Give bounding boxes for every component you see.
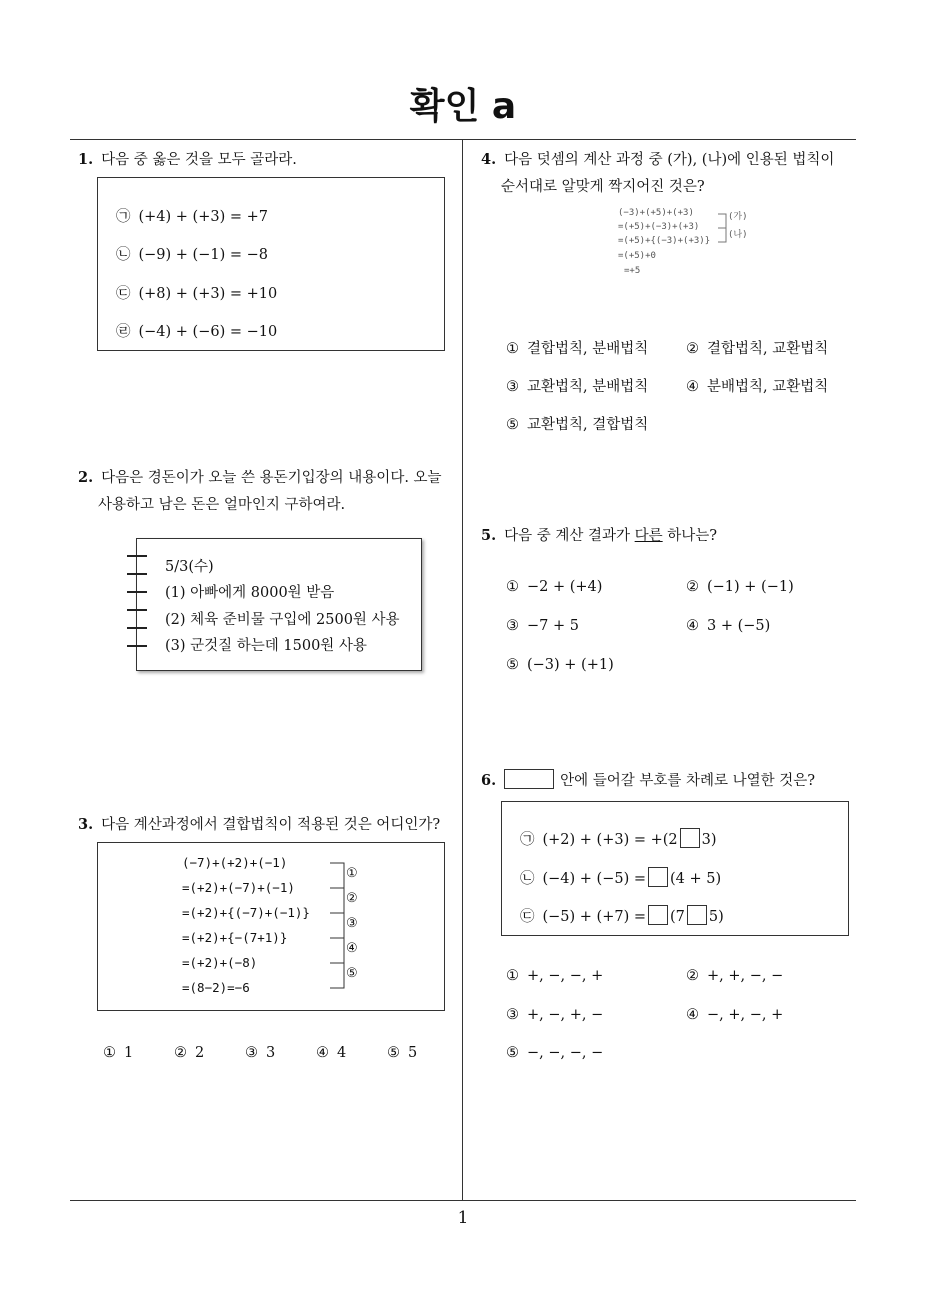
item-expr: (+8) + (+3) = +10	[138, 286, 278, 302]
top-rule	[70, 139, 856, 140]
question-1	[78, 146, 297, 174]
spiral-ring	[127, 627, 147, 629]
answer-blank	[504, 769, 554, 789]
q6-item	[520, 828, 717, 849]
option-mark: ④	[686, 379, 699, 395]
option-text: 1	[124, 1045, 134, 1061]
question-number: 2.	[78, 469, 94, 486]
calc-step: =(+2)+(−7)+(−1)	[182, 880, 295, 895]
option-mark: ⑤	[506, 417, 519, 433]
answer-option[interactable]	[686, 375, 828, 396]
item-mark: ㉡	[520, 871, 535, 887]
question-emphasis: 다른	[634, 528, 663, 544]
question-text: 사용하고 남은 돈은 얼마인지 구하여라.	[98, 497, 346, 513]
q3-box	[97, 842, 445, 1011]
memo-line: (3) 군것질 하는데 1500원 사용	[165, 638, 367, 654]
item-expr: (4 + 5)	[670, 871, 722, 887]
answer-option[interactable]	[103, 1045, 133, 1061]
question-number: 4.	[481, 151, 497, 168]
option-text: 교환법칙, 분배법칙	[527, 379, 649, 395]
answer-option[interactable]	[316, 1045, 346, 1061]
item-mark: ㉣	[116, 324, 131, 340]
memo-date: 5/3(수)	[165, 559, 214, 575]
option-text: 결합법칙, 교환법칙	[707, 341, 829, 357]
step-mark: (가)	[728, 212, 748, 222]
calc-step: (−7)+(+2)+(−1)	[182, 855, 288, 870]
question-text: 다음은 경돈이가 오늘 쓴 용돈기입장의 내용이다. 오늘	[101, 470, 442, 486]
allowance-memo	[136, 538, 422, 671]
option-mark: ②	[686, 968, 699, 984]
question-text: 다음 덧셈의 계산 과정 중 (가), (나)에 인용된 법칙이	[504, 152, 835, 168]
item-expr: (+2) + (+3) = +(2	[542, 832, 678, 848]
question-text: 다음 계산과정에서 결합법칙이 적용된 것은 어디인가?	[101, 817, 441, 833]
memo-line: (1) 아빠에게 8000원 받음	[165, 585, 335, 601]
option-mark: ③	[506, 1007, 519, 1023]
sign-blank	[687, 905, 707, 925]
bottom-rule	[70, 1200, 856, 1201]
column-divider	[462, 140, 463, 1201]
answer-option[interactable]	[686, 968, 783, 984]
answer-option[interactable]	[387, 1045, 417, 1061]
item-expr: (−9) + (−1) = −8	[138, 247, 268, 263]
answer-option[interactable]	[174, 1045, 204, 1061]
question-text: 안에 들어갈 부호를 차례로 나열한 것은?	[560, 773, 816, 789]
option-text: 3 + (−5)	[707, 618, 771, 634]
q6-box	[501, 801, 849, 936]
option-text: 5	[408, 1045, 418, 1061]
page-number: 1	[457, 1208, 469, 1228]
question-6	[481, 767, 815, 795]
option-mark: ④	[686, 1007, 699, 1023]
spiral-ring	[127, 609, 147, 611]
option-text: −2 + (+4)	[527, 579, 603, 595]
option-mark: ③	[245, 1045, 258, 1061]
q1-item	[116, 243, 268, 264]
calc-step: =(+2)+{(−7)+(−1)}	[182, 905, 310, 920]
question-4	[481, 146, 861, 201]
option-text: 결합법칙, 분배법칙	[527, 341, 649, 357]
q1-box	[97, 177, 445, 351]
option-mark: ②	[174, 1045, 187, 1061]
question-number: 1.	[78, 151, 94, 168]
question-text: 하나는?	[662, 528, 718, 544]
question-number: 5.	[481, 527, 497, 544]
item-mark: ㉠	[520, 832, 535, 848]
answer-option[interactable]	[245, 1045, 275, 1061]
item-expr: (+4) + (+3) = +7	[138, 209, 268, 225]
option-text: (−1) + (−1)	[707, 579, 794, 595]
option-text: 교환법칙, 결합법칙	[527, 417, 649, 433]
option-mark: ⑤	[506, 1045, 519, 1061]
spiral-ring	[127, 645, 147, 647]
step-mark: ⑤	[346, 966, 358, 981]
question-text: 다음 중 계산 결과가	[504, 528, 635, 544]
question-text: 다음 중 옳은 것을 모두 골라라.	[101, 152, 297, 168]
page-title: 확인 a	[409, 86, 517, 127]
spiral-ring	[127, 573, 147, 575]
answer-option[interactable]	[506, 375, 648, 396]
option-text: −, −, −, −	[527, 1045, 604, 1061]
option-text: +, −, −, +	[527, 968, 604, 984]
question-3	[78, 811, 440, 839]
option-mark: ②	[686, 341, 699, 357]
item-mark: ㉠	[116, 209, 131, 225]
item-expr: (7	[670, 909, 685, 925]
option-mark: ①	[506, 341, 519, 357]
question-text: 순서대로 알맞게 짝지어진 것은?	[501, 179, 705, 195]
option-mark: ⑤	[387, 1045, 400, 1061]
option-text: +, −, +, −	[527, 1007, 604, 1023]
step-mark: ③	[346, 916, 358, 931]
item-expr: (−5) + (+7) =	[542, 909, 647, 925]
calc-step: (−3)+(+5)+(+3)	[618, 208, 694, 218]
option-mark: ①	[103, 1045, 116, 1061]
q1-item	[116, 320, 277, 341]
sign-blank	[648, 867, 668, 887]
answer-option[interactable]	[686, 579, 794, 595]
sign-blank	[680, 828, 700, 848]
option-text: −, +, −, +	[707, 1007, 784, 1023]
question-number: 6.	[481, 772, 497, 789]
answer-option[interactable]	[506, 1007, 603, 1023]
option-text: 3	[266, 1045, 276, 1061]
calc-step: =(8−2)=−6	[182, 980, 250, 995]
calc-step: =(+5)+{(−3)+(+3)}	[618, 236, 711, 246]
item-mark: ㉢	[116, 286, 131, 302]
question-5	[481, 522, 717, 550]
q1-item	[116, 282, 277, 303]
option-text: 분배법칙, 교환법칙	[707, 379, 829, 395]
sign-blank	[648, 905, 668, 925]
step-mark: ④	[346, 941, 358, 956]
step-mark: (나)	[728, 230, 748, 240]
option-mark: ⑤	[506, 657, 519, 673]
item-expr: (−4) + (−6) = −10	[138, 324, 278, 340]
option-mark: ③	[506, 618, 519, 634]
option-mark: ②	[686, 579, 699, 595]
spiral-ring	[127, 591, 147, 593]
item-expr: 3)	[701, 832, 717, 848]
option-text: (−3) + (+1)	[527, 657, 614, 673]
item-mark: ㉡	[116, 247, 131, 263]
answer-option[interactable]	[506, 413, 648, 434]
option-text: 2	[195, 1045, 205, 1061]
answer-option[interactable]	[686, 1007, 783, 1023]
answer-option[interactable]	[506, 618, 579, 634]
calc-step: =(+5)+(−3)+(+3)	[618, 222, 700, 232]
calc-step: =+5	[624, 266, 641, 276]
question-number: 3.	[78, 816, 94, 833]
item-expr: (−4) + (−5) =	[542, 871, 647, 887]
item-expr: 5)	[708, 909, 724, 925]
option-mark: ④	[316, 1045, 329, 1061]
q4-calc-figure	[618, 208, 758, 288]
item-mark: ㉢	[520, 909, 535, 925]
step-mark: ②	[346, 891, 358, 906]
q6-item	[520, 905, 724, 926]
calc-step: =(+2)+{−(7+1)}	[182, 930, 288, 945]
q1-item	[116, 205, 268, 226]
calc-step: =(+2)+(−8)	[182, 955, 258, 970]
spiral-ring	[127, 555, 147, 557]
answer-option[interactable]	[506, 337, 648, 358]
q6-item	[520, 867, 721, 888]
option-mark: ④	[686, 618, 699, 634]
question-2	[78, 464, 458, 519]
option-mark: ③	[506, 379, 519, 395]
option-text: −7 + 5	[527, 618, 579, 634]
answer-option[interactable]	[506, 657, 614, 673]
option-text: 4	[337, 1045, 347, 1061]
memo-line: (2) 체육 준비물 구입에 2500원 사용	[165, 612, 400, 628]
answer-option[interactable]	[506, 1045, 603, 1061]
answer-option[interactable]	[686, 337, 828, 358]
option-mark: ①	[506, 579, 519, 595]
calc-step: =(+5)+0	[618, 251, 656, 261]
answer-option[interactable]	[506, 968, 603, 984]
option-text: +, +, −, −	[707, 968, 784, 984]
step-mark: ①	[346, 866, 358, 881]
answer-option[interactable]	[686, 618, 770, 634]
option-mark: ①	[506, 968, 519, 984]
answer-option[interactable]	[506, 579, 602, 595]
